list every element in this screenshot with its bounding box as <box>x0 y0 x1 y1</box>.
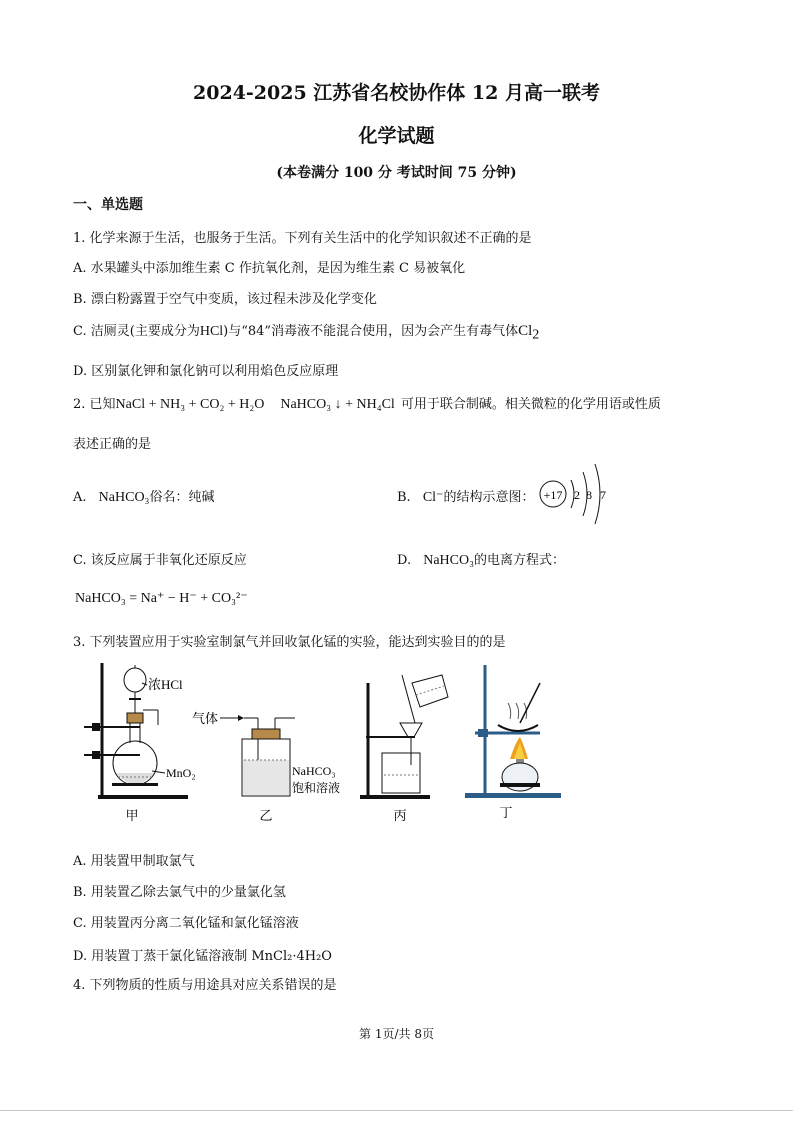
q2-a-label: A. <box>73 490 87 505</box>
q2-eq-left: NaCl + NH₃ + CO₂ + H₂O <box>115 397 265 412</box>
q2-d-label: D. <box>397 553 412 568</box>
bottom-divider <box>0 1110 793 1111</box>
shell-2-electrons: 8 <box>586 488 592 502</box>
section-heading: 一、单选题 <box>73 197 143 213</box>
q2-option-c: C. 该反应属于非氧化还原反应 <box>73 553 247 568</box>
label-yi: 乙 <box>259 808 273 823</box>
apparatus-yi <box>192 711 340 796</box>
q1-option-b: B. 漂白粉露置于空气中变质，该过程未涉及化学变化 <box>73 292 377 307</box>
q1-c-mid: )与“84”消毒液不能混合使用，因为会产生有毒气体 <box>223 324 519 339</box>
q4-stem: 4. 下列物质的性质与用途具对应关系错误的是 <box>73 978 337 993</box>
q2-b-label: B. <box>397 490 411 505</box>
q3-apparatus-figure <box>70 655 590 830</box>
q1-stem: 1. 化学来源于生活，也服务于生活。下列有关生活中的化学知识叙述不正确的是 <box>73 231 532 246</box>
shell-3-electrons: 7 <box>600 488 606 502</box>
q1-c-pre: C. 洁厕灵(主要成分为 <box>73 324 200 339</box>
q2-d-text: 的电离方程式： <box>474 553 566 568</box>
q2-option-b <box>397 486 534 506</box>
exam-title: 2024-2025 江苏省名校协作体 12 月高一联考 <box>193 82 600 104</box>
q2-option-a <box>73 486 214 506</box>
shell-1-electrons: 2 <box>574 488 580 502</box>
q2-stem-post: 可用于联合制碱。相关微粒的化学用语或性质 <box>400 397 661 412</box>
apparatus-jia <box>84 663 196 799</box>
q1-option-c <box>73 320 539 344</box>
q3-option-d: D. 用装置丁蒸干氯化锰溶液制 MnCl₂·4H₂O <box>73 949 332 964</box>
q3-option-a: A. 用装置甲制取氯气 <box>73 854 195 869</box>
q1-option-d: D. 区别氯化钾和氯化钠可以利用焰色反应原理 <box>73 364 339 379</box>
label-conc-hcl: 浓HCl <box>148 677 183 692</box>
nucleus-charge: +17 <box>543 488 563 502</box>
subject-title: 化学试题 <box>358 125 435 147</box>
q2-option-d <box>397 549 565 569</box>
q3-stem: 3. 下列装置应用于实验室制氯气并回收氯化锰的实验，能达到实验目的的是 <box>73 635 506 650</box>
q3-option-b: B. 用装置乙除去氯气中的少量氯化氢 <box>73 885 286 900</box>
q1-c-cl-sub: 2 <box>532 327 540 343</box>
q2-eq-right: NaHCO₃ ↓ + NH₄Cl <box>280 397 395 412</box>
label-gas: 气体 <box>192 711 219 726</box>
q2-stem <box>73 393 661 413</box>
q2-ionization-equation: NaHCO₃ = Na⁺ − H⁻ + CO₃²⁻ <box>75 591 248 606</box>
q3-option-c: C. 用装置丙分离二氧化锰和氯化锰溶液 <box>73 916 299 931</box>
q1-c-hcl: HCl <box>199 324 224 339</box>
q2-a-formula: NaHCO₃ <box>98 490 150 505</box>
label-mno2: MnO₂ <box>166 766 196 780</box>
q2-stem-pre: 2. 已知 <box>73 397 116 412</box>
page-number: 第 1页/共 8页 <box>359 1027 434 1041</box>
label-bing: 丙 <box>393 808 407 823</box>
label-nahco3: NaHCO₃ <box>292 764 336 778</box>
q2-b-text: 的结构示意图： <box>443 490 535 505</box>
q2-b-ion: Cl⁻ <box>422 490 444 505</box>
apparatus-ding <box>465 665 561 798</box>
label-jia: 甲 <box>125 808 139 823</box>
chloride-ion-diagram <box>535 458 620 528</box>
exam-note: (本卷满分 100 分 考试时间 75 分钟) <box>276 165 517 181</box>
q2-d-formula: NaHCO₃ <box>423 553 474 568</box>
q2-a-text: 俗名：纯碱 <box>149 490 215 505</box>
apparatus-bing <box>360 675 448 799</box>
q1-option-a: A. 水果罐头中添加维生素 C 作抗氧化剂，是因为维生素 C 易被氧化 <box>73 261 466 276</box>
label-ding: 丁 <box>499 805 513 820</box>
q1-c-cl: Cl <box>518 323 533 339</box>
q2-stem-line2: 表述正确的是 <box>73 437 152 452</box>
label-saturated-solution: 饱和溶液 <box>292 781 341 795</box>
